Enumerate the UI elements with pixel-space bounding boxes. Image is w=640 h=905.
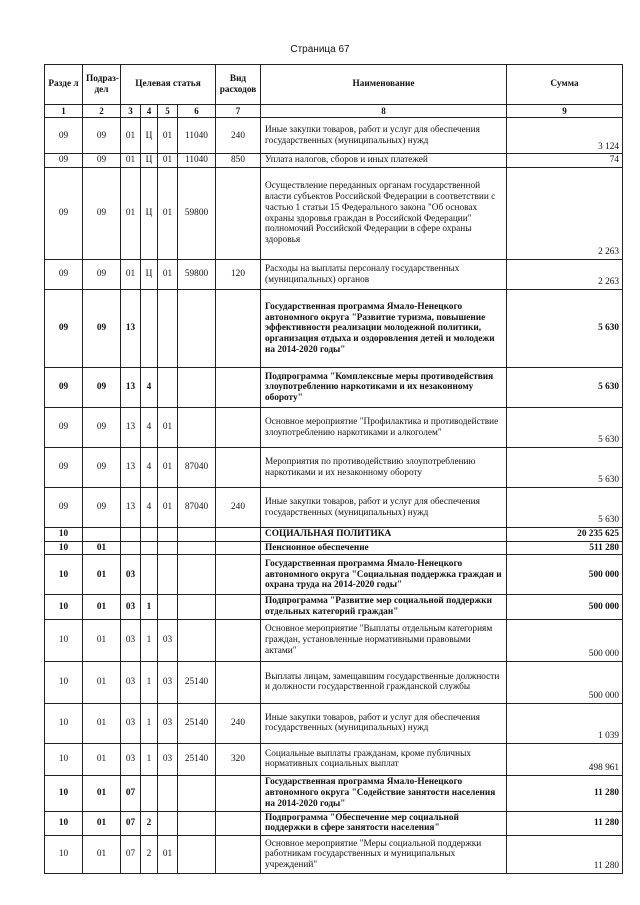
target-code-1-cell: 01 <box>121 118 141 154</box>
col-number: 9 <box>507 105 623 118</box>
name-cell: Основное мероприятие "Выплаты отдельным категориям граждан, установленные нормативными правовыми актами" <box>261 619 507 661</box>
sum-cell: 511 280 <box>507 541 623 555</box>
target-code-4-cell <box>178 595 216 619</box>
sum-cell: 11 280 <box>507 836 623 874</box>
table-row <box>45 290 623 368</box>
target-code-3-cell: 01 <box>158 836 178 874</box>
target-code-1-cell: 07 <box>121 836 141 874</box>
target-code-1-cell: 13 <box>121 290 141 368</box>
podrazdel-cell: 01 <box>83 541 121 555</box>
name-cell: Пенсионное обеспечение <box>261 541 507 555</box>
name-cell: Государственная программа Ямало-Ненецкого автономного округа "Социальная поддержка граждан и охрана труда на 2014-2020 годы" <box>261 555 507 595</box>
target-code-2-cell: 2 <box>141 836 158 874</box>
target-code-4-cell: 25140 <box>178 743 216 775</box>
col-razdel-header: Разде л <box>45 65 83 105</box>
razdel-cell: 10 <box>45 743 83 775</box>
target-code-3-cell <box>158 528 178 542</box>
col-number: 3 <box>121 105 141 118</box>
target-code-2-cell: Ц <box>141 260 158 290</box>
sum-cell: 2 263 <box>507 168 623 260</box>
name-cell: Социальные выплаты гражданам, кроме публичных нормативных социальных выплат <box>261 743 507 775</box>
podrazdel-cell: 01 <box>83 811 121 835</box>
target-code-1-cell <box>121 528 141 542</box>
expense-type-cell <box>216 290 261 368</box>
col-number: 7 <box>216 105 261 118</box>
col-number: 5 <box>158 105 178 118</box>
razdel-cell: 09 <box>45 168 83 260</box>
target-code-2-cell <box>141 528 158 542</box>
name-cell: Иные закупки товаров, работ и услуг для обеспечения государственных (муниципальных) нужд <box>261 703 507 743</box>
expense-type-cell <box>216 619 261 661</box>
target-code-3-cell: 03 <box>158 703 178 743</box>
target-code-3-cell: 01 <box>158 408 178 448</box>
sum-cell: 1 039 <box>507 703 623 743</box>
sum-cell: 2 263 <box>507 260 623 290</box>
name-cell: Основное мероприятие "Меры социальной поддержки работникам государственных и муниципальных учреждений" <box>261 836 507 874</box>
col-sum-header: Сумма <box>507 65 623 105</box>
razdel-cell: 09 <box>45 448 83 488</box>
table-row <box>45 703 623 743</box>
razdel-cell: 10 <box>45 619 83 661</box>
name-cell: Основное мероприятие "Профилактика и противодействие злоупотреблению наркотиками и алкоголем" <box>261 408 507 448</box>
target-code-3-cell <box>158 775 178 811</box>
razdel-cell: 10 <box>45 541 83 555</box>
target-code-1-cell: 07 <box>121 811 141 835</box>
target-code-3-cell: 01 <box>158 154 178 168</box>
name-cell: Государственная программа Ямало-Ненецкого автономного округа "Развитие туризма, повышение эффективности реализации молодежной политики, организация отдыха и оздоровления детей и молодежи на 2014-2020 годы" <box>261 290 507 368</box>
name-cell: Подпрограмма "Развитие мер социальной поддержки отдельных категорий граждан" <box>261 595 507 619</box>
name-cell: Иные закупки товаров, работ и услуг для обеспечения государственных (муниципальных) нужд <box>261 488 507 528</box>
sum-cell: 20 235 625 <box>507 528 623 542</box>
target-code-2-cell: 4 <box>141 368 158 408</box>
target-code-4-cell: 25140 <box>178 661 216 703</box>
razdel-cell: 09 <box>45 118 83 154</box>
table-row <box>45 836 623 874</box>
target-code-4-cell: 87040 <box>178 488 216 528</box>
podrazdel-cell: 01 <box>83 775 121 811</box>
expense-type-cell <box>216 661 261 703</box>
name-cell: Выплаты лицам, замещавшим государственные должности и должности государственной гражданской службы <box>261 661 507 703</box>
target-code-2-cell <box>141 541 158 555</box>
target-code-2-cell <box>141 290 158 368</box>
table-row <box>45 118 623 154</box>
sum-cell: 5 630 <box>507 368 623 408</box>
sum-cell: 5 630 <box>507 290 623 368</box>
col-podrazdel-header: Подраз- дел <box>83 65 121 105</box>
target-code-2-cell: 1 <box>141 619 158 661</box>
target-code-3-cell <box>158 541 178 555</box>
podrazdel-cell: 09 <box>83 408 121 448</box>
col-celevaya-header: Целевая статья <box>121 65 216 105</box>
razdel-cell: 10 <box>45 836 83 874</box>
expense-type-cell <box>216 811 261 835</box>
target-code-2-cell: 4 <box>141 408 158 448</box>
target-code-3-cell: 01 <box>158 168 178 260</box>
sum-cell: 5 630 <box>507 408 623 448</box>
table-row <box>45 368 623 408</box>
sum-cell: 500 000 <box>507 595 623 619</box>
sum-cell: 498 961 <box>507 743 623 775</box>
table-row <box>45 448 623 488</box>
col-number: 2 <box>83 105 121 118</box>
podrazdel-cell <box>83 528 121 542</box>
target-code-1-cell: 03 <box>121 703 141 743</box>
table-row <box>45 168 623 260</box>
podrazdel-cell: 01 <box>83 555 121 595</box>
razdel-cell: 10 <box>45 555 83 595</box>
target-code-2-cell: 1 <box>141 703 158 743</box>
sum-cell: 3 124 <box>507 118 623 154</box>
expense-type-cell <box>216 448 261 488</box>
target-code-4-cell: 59800 <box>178 168 216 260</box>
table-row <box>45 619 623 661</box>
podrazdel-cell: 01 <box>83 661 121 703</box>
target-code-4-cell <box>178 836 216 874</box>
razdel-cell: 09 <box>45 154 83 168</box>
target-code-4-cell: 11040 <box>178 118 216 154</box>
target-code-4-cell <box>178 555 216 595</box>
table-row <box>45 408 623 448</box>
target-code-2-cell: 4 <box>141 448 158 488</box>
razdel-cell: 09 <box>45 408 83 448</box>
target-code-1-cell: 01 <box>121 154 141 168</box>
podrazdel-cell: 09 <box>83 488 121 528</box>
target-code-2-cell: 1 <box>141 743 158 775</box>
target-code-1-cell: 03 <box>121 555 141 595</box>
target-code-3-cell: 03 <box>158 619 178 661</box>
target-code-3-cell <box>158 368 178 408</box>
podrazdel-cell: 09 <box>83 154 121 168</box>
razdel-cell: 09 <box>45 260 83 290</box>
expense-type-cell: 240 <box>216 703 261 743</box>
razdel-cell: 10 <box>45 703 83 743</box>
table-row <box>45 743 623 775</box>
razdel-cell: 10 <box>45 528 83 542</box>
target-code-2-cell: Ц <box>141 118 158 154</box>
table-row <box>45 528 623 542</box>
target-code-3-cell: 01 <box>158 118 178 154</box>
table-row <box>45 775 623 811</box>
target-code-4-cell <box>178 368 216 408</box>
target-code-4-cell <box>178 408 216 448</box>
target-code-3-cell: 01 <box>158 260 178 290</box>
podrazdel-cell: 01 <box>83 743 121 775</box>
expense-type-cell: 240 <box>216 118 261 154</box>
col-number: 8 <box>261 105 507 118</box>
table-row <box>45 661 623 703</box>
target-code-1-cell: 13 <box>121 408 141 448</box>
target-code-2-cell: 2 <box>141 811 158 835</box>
target-code-3-cell: 03 <box>158 743 178 775</box>
target-code-1-cell: 03 <box>121 619 141 661</box>
table-row <box>45 811 623 835</box>
target-code-3-cell: 03 <box>158 661 178 703</box>
razdel-cell: 09 <box>45 488 83 528</box>
name-cell: Расходы на выплаты персоналу государственных (муниципальных) органов <box>261 260 507 290</box>
name-cell: СОЦИАЛЬНАЯ ПОЛИТИКА <box>261 528 507 542</box>
col-number: 1 <box>45 105 83 118</box>
table-row <box>45 260 623 290</box>
podrazdel-cell: 09 <box>83 290 121 368</box>
table-row <box>45 595 623 619</box>
podrazdel-cell: 09 <box>83 168 121 260</box>
razdel-cell: 10 <box>45 595 83 619</box>
sum-cell: 5 630 <box>507 488 623 528</box>
table-row <box>45 154 623 168</box>
podrazdel-cell: 01 <box>83 595 121 619</box>
sum-cell: 500 000 <box>507 555 623 595</box>
target-code-3-cell <box>158 555 178 595</box>
target-code-4-cell <box>178 775 216 811</box>
target-code-1-cell: 03 <box>121 743 141 775</box>
target-code-3-cell: 01 <box>158 488 178 528</box>
expense-type-cell <box>216 775 261 811</box>
podrazdel-cell: 09 <box>83 118 121 154</box>
table-row <box>45 541 623 555</box>
podrazdel-cell: 01 <box>83 836 121 874</box>
expense-type-cell <box>216 595 261 619</box>
target-code-4-cell <box>178 619 216 661</box>
expense-type-cell <box>216 408 261 448</box>
target-code-4-cell: 59800 <box>178 260 216 290</box>
budget-table <box>44 64 623 874</box>
expense-type-cell: 240 <box>216 488 261 528</box>
razdel-cell: 10 <box>45 811 83 835</box>
expense-type-cell <box>216 368 261 408</box>
target-code-1-cell: 01 <box>121 168 141 260</box>
expense-type-cell <box>216 541 261 555</box>
target-code-1-cell: 13 <box>121 448 141 488</box>
table-row <box>45 488 623 528</box>
target-code-1-cell: 01 <box>121 260 141 290</box>
target-code-4-cell: 25140 <box>178 703 216 743</box>
header-row <box>45 65 623 105</box>
table-row <box>45 555 623 595</box>
sum-cell: 11 280 <box>507 811 623 835</box>
target-code-1-cell: 13 <box>121 368 141 408</box>
target-code-3-cell <box>158 290 178 368</box>
name-cell: Подпрограмма "Комплексные меры противодействия злоупотреблению наркотиками и их незаконному обороту" <box>261 368 507 408</box>
podrazdel-cell: 09 <box>83 368 121 408</box>
target-code-1-cell: 03 <box>121 661 141 703</box>
target-code-1-cell: 13 <box>121 488 141 528</box>
name-cell: Иные закупки товаров, работ и услуг для обеспечения государственных (муниципальных) нужд <box>261 118 507 154</box>
podrazdel-cell: 09 <box>83 448 121 488</box>
name-cell: Осуществление переданных органам государственной власти субъектов Российской Федерации в соответствии с частью 1 статьи 15 Федерального закона "Об основах охраны здоровья граждан в Российской Федерации" полномочий Российской Федерации в сфере охраны здоровья <box>261 168 507 260</box>
expense-type-cell: 850 <box>216 154 261 168</box>
expense-type-cell <box>216 836 261 874</box>
target-code-4-cell <box>178 528 216 542</box>
target-code-1-cell: 03 <box>121 595 141 619</box>
razdel-cell: 10 <box>45 661 83 703</box>
name-cell: Уплата налогов, сборов и иных платежей <box>261 154 507 168</box>
target-code-3-cell <box>158 811 178 835</box>
target-code-2-cell <box>141 775 158 811</box>
target-code-2-cell: 1 <box>141 595 158 619</box>
page-number: Страница 67 <box>290 44 350 55</box>
sum-cell: 500 000 <box>507 619 623 661</box>
col-number: 4 <box>141 105 158 118</box>
name-cell: Государственная программа Ямало-Ненецкого автономного округа "Содействие занятости населения на 2014-2020 годы" <box>261 775 507 811</box>
target-code-2-cell: 4 <box>141 488 158 528</box>
target-code-4-cell <box>178 541 216 555</box>
name-cell: Подпрограмма "Обеспечение мер социальной поддержки в сфере занятости населения" <box>261 811 507 835</box>
razdel-cell: 09 <box>45 290 83 368</box>
target-code-3-cell: 01 <box>158 448 178 488</box>
expense-type-cell: 320 <box>216 743 261 775</box>
target-code-1-cell: 07 <box>121 775 141 811</box>
col-name-header: Наименование <box>261 65 507 105</box>
target-code-2-cell <box>141 555 158 595</box>
sum-cell: 500 000 <box>507 661 623 703</box>
target-code-2-cell: Ц <box>141 154 158 168</box>
expense-type-cell <box>216 555 261 595</box>
col-vid-header: Вид расходов <box>216 65 261 105</box>
target-code-4-cell: 11040 <box>178 154 216 168</box>
target-code-3-cell <box>158 595 178 619</box>
column-number-row <box>45 105 623 118</box>
name-cell: Мероприятия по противодействию злоупотреблению наркотиками и их незаконному обороту <box>261 448 507 488</box>
target-code-4-cell <box>178 811 216 835</box>
razdel-cell: 10 <box>45 775 83 811</box>
razdel-cell: 09 <box>45 368 83 408</box>
expense-type-cell <box>216 528 261 542</box>
sum-cell: 74 <box>507 154 623 168</box>
target-code-2-cell: 1 <box>141 661 158 703</box>
sum-cell: 5 630 <box>507 448 623 488</box>
target-code-2-cell: Ц <box>141 168 158 260</box>
podrazdel-cell: 01 <box>83 703 121 743</box>
podrazdel-cell: 09 <box>83 260 121 290</box>
sum-cell: 11 280 <box>507 775 623 811</box>
expense-type-cell <box>216 168 261 260</box>
target-code-4-cell: 87040 <box>178 448 216 488</box>
podrazdel-cell: 01 <box>83 619 121 661</box>
target-code-4-cell <box>178 290 216 368</box>
col-number: 6 <box>178 105 216 118</box>
expense-type-cell: 120 <box>216 260 261 290</box>
target-code-1-cell <box>121 541 141 555</box>
